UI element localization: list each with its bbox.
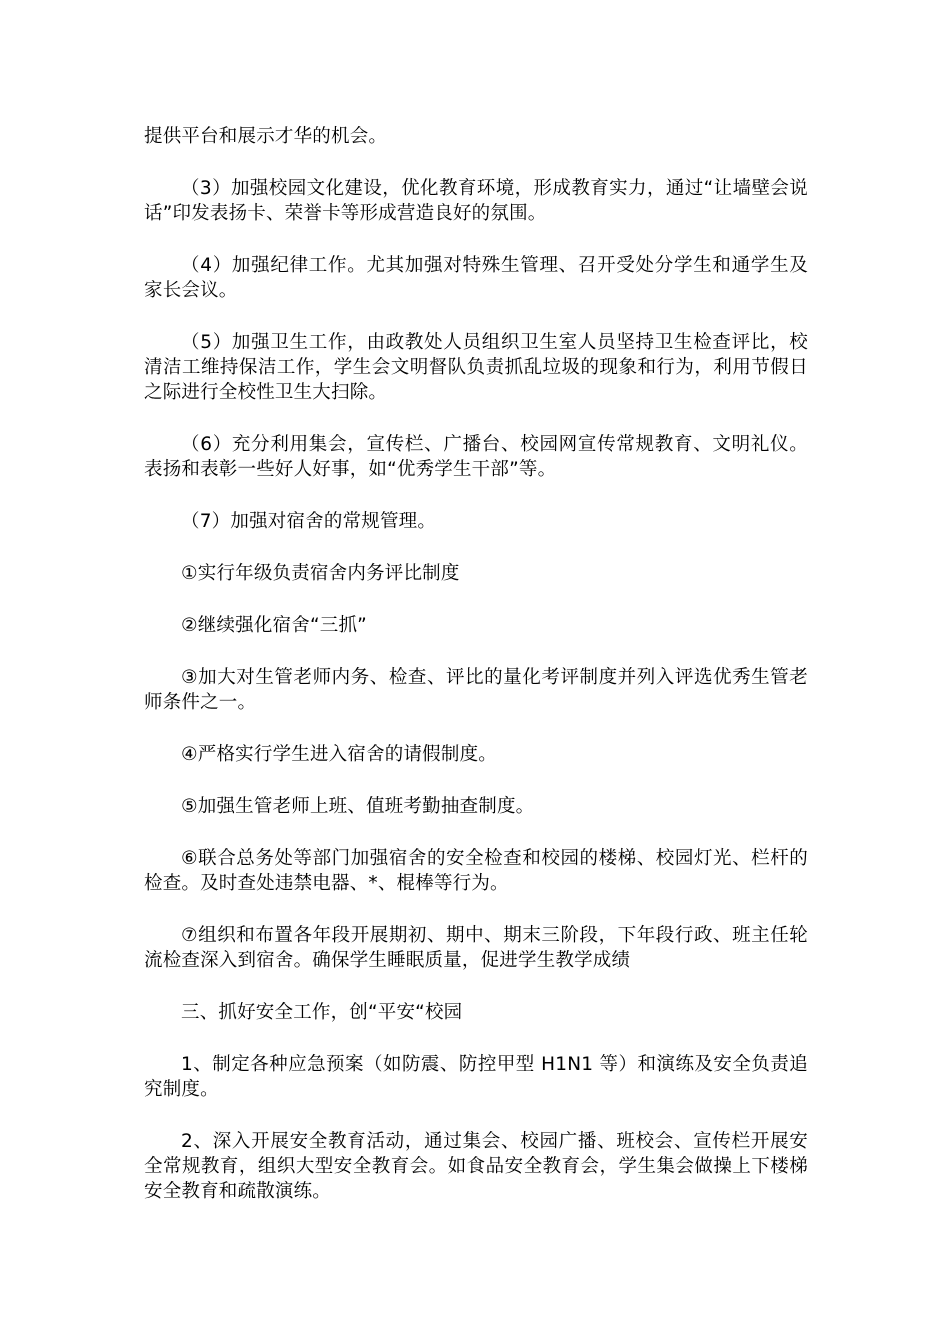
paragraph-16: 2、深入开展安全教育活动，通过集会、校园广播、班校会、宣传栏开展安全常规教育，组织大型安全教育会。如食品安全教育会，学生集会做操上下楼梯安全教育和疏散演练。 [144, 1131, 808, 1202]
paragraph-10: ④严格实行学生进入宿舍的请假制度。 [181, 744, 497, 765]
paragraph-8: ②继续强化宿舍“三抓” [181, 615, 367, 636]
paragraph-2: （3）加强校园文化建设，优化教育环境，形成教育实力，通过“让墙壁会说话”印发表扬卡、荣誉卡等形成营造良好的氛围。 [144, 178, 808, 224]
paragraph-9: ③加大对生管老师内务、检查、评比的量化考评制度并列入评选优秀生管老师条件之一。 [144, 667, 808, 713]
paragraph-13: ⑦组织和布置各年段开展期初、期中、期末三阶段，下年段行政、班主任轮流检查深入到宿舍。确保学生睡眠质量，促进学生教学成绩 [144, 925, 808, 971]
paragraph-15: 1、制定各种应急预案（如防震、防控甲型 H1N1 等）和演练及安全负责追究制度。 [144, 1054, 808, 1100]
paragraph-3: （4）加强纪律工作。尤其加强对特殊生管理、召开受处分学生和通学生及家长会议。 [144, 255, 808, 301]
paragraph-1: 提供平台和展示才华的机会。 [144, 126, 388, 147]
paragraph-12: ⑥联合总务处等部门加强宿舍的安全检查和校园的楼梯、校园灯光、栏杆的检查。及时查处违禁电器、*、棍棒等行为。 [144, 848, 808, 894]
paragraph-4: （5）加强卫生工作，由政教处人员组织卫生室人员坚持卫生检查评比，校清洁工维持保洁工作，学生会文明督队负责抓乱垃圾的现象和行为，利用节假日之际进行全校性卫生大扫除。 [144, 332, 808, 403]
paragraph-5: （6）充分利用集会，宣传栏、广播台、校园网宣传常规教育、文明礼仪。表扬和表彰一些好人好事，如“优秀学生干部”等。 [144, 434, 808, 480]
paragraph-6: （7）加强对宿舍的常规管理。 [181, 511, 437, 532]
paragraph-11: ⑤加强生管老师上班、值班考勤抽查制度。 [181, 796, 535, 817]
document-body [144, 124, 808, 1231]
paragraph-7: ①实行年级负责宿舍内务评比制度 [181, 563, 460, 584]
section-heading: 三、抓好安全工作，创“平安“校园 [181, 1002, 463, 1023]
